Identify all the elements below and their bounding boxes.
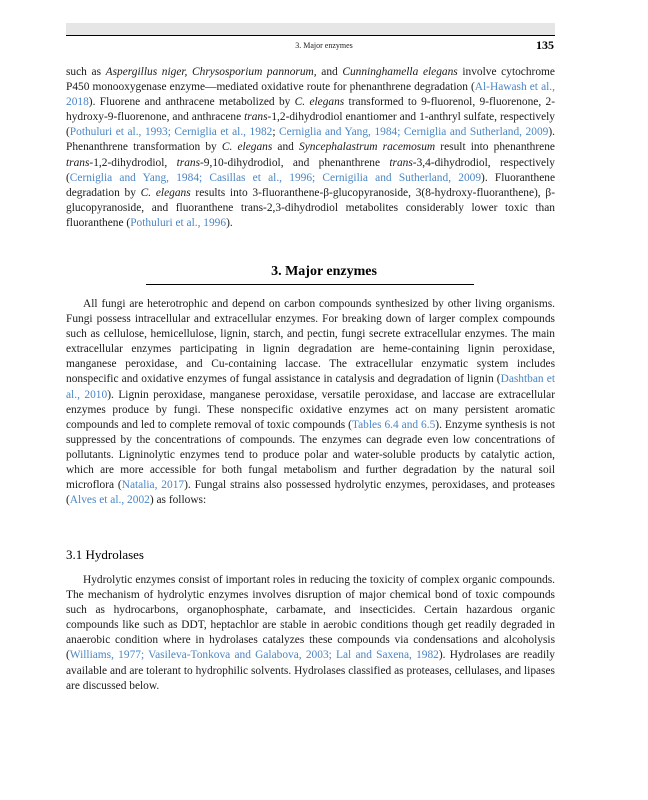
enzymes-paragraph [66,297,555,508]
citation-link[interactable]: Dashtban et al., 2010 [66,373,555,401]
intro-paragraph-text [66,65,555,231]
text-run: -9,10-dihydrodiol, and phenanthrene [200,156,390,169]
italic-term: trans [176,156,201,169]
text-run: ). Hydrolases are readily available and are tolerant to hydrophilic solvents. Hydrolases classified as proteases, cellulases, and lipases are discussed below. [66,649,556,692]
italic-term: Aspergillus niger, Chrysosporium pannorum, [105,66,317,78]
page-number: 135 [536,38,554,52]
text-run: transformed to 9-fluorenol, 9-fluorenone, 2-hydroxy-9-fluorenone, and anthracene [66,96,555,124]
text-run: results into 3-fluoranthene-β-glucopyranoside, 3(8-hydroxy-fluoranthene), β-glucopyranoside, and fluoranthene trans-2,3-dihydrodiol metabolites considerably lower toxic than fluoranthene ( [66,186,555,229]
citation-link[interactable]: Tables 6.4 and 6.5 [351,418,436,431]
text-run: ). Fluorene and anthracene metabolized by [88,96,295,109]
italic-term: Syncephalastrum racemosum [299,141,436,154]
text-run: -1,2-dihydrodiol enantiomer and 1-anthryl sulfate, respectively ( [66,111,556,139]
text-run: ). [226,216,233,229]
intro-paragraph [66,65,555,231]
text-run: All fungi are heterotrophic and depend on carbon compounds synthesized by other living organisms. Fungi possess intracellular and extracellular enzymes. For breaking down of larger complex compounds such as cellulose, hemicellulose, lignin, starch, and pectin, fungi secrete extracellular enzymes. The main extracellular enzymes participating in lignin degradation are heme-containing lignin peroxidase, manganese peroxidase, and Cu-containing laccase. The extracellular enzymatic system includes nonspecific and oxidative enzymes of fungal assistance in catalysis and degradation of lignin ( [66,298,555,386]
italic-term: C. elegans [140,186,191,199]
header-bar [66,23,555,35]
text-run: -3,4-dihydrodiol, respectively ( [66,156,555,184]
header-rule [66,35,555,36]
text-run: and [316,66,343,78]
text-run: ). Phenanthrene transformation by [66,126,555,154]
text-run: ). Enzyme synthesis is not suppressed by the concentrations of compounds. The enzymes can degrade even low concentrations of pollutants. Ligninolytic enzymes tend to produce polar and water-soluble products by catalytic action, which are more accessible for both fungal metabolism and further degradation by the natural soil microflora ( [66,418,555,492]
text-run: -1,2-dihydrodiol, [89,156,177,169]
italic-term: C. elegans [294,96,345,109]
hydrolases-paragraph-text [66,573,555,694]
section-title: 3. Major enzymes [271,264,377,279]
italic-term: C. elegans [221,141,273,154]
citation-link[interactable]: Al-Hawash et al., 2018 [66,81,555,109]
italic-term: trans [389,156,413,169]
text-run: such as [66,66,106,78]
text-run: and [272,141,300,154]
text-run: Hydrolytic enzymes consist of important roles in reducing the toxicity of complex organic compounds. The mechanism of hydrolytic enzymes involves disruption of major chemical bond of toxic compounds such as hydrocarbons, organophosphate, carbamate, and insecticides. Certain hazardous organic compounds like such as DDT, heptachlor are stable in aerobic conditions though get readily degraded in anaerobic condition where in hydrolases catalyzes these compounds via condensations and alcoholysis ( [66,574,555,662]
text-run: ). Fluoranthene degradation by [66,171,556,199]
text-run: ). Fungal strains also possessed hydrolytic enzymes, peroxidases, and proteases ( [66,479,555,507]
citation-link[interactable]: Cerniglia and Yang, 1984; Casillas et al., 1996; Cernigilia and Sutherland, 2009 [69,171,482,184]
citation-link[interactable]: Cerniglia and Yang, 1984; Cerniglia and Sutherland, 2009 [279,126,549,139]
text-run: ; [272,126,280,139]
text-run: result into phenanthrene [435,141,555,154]
subsection-title: 3.1 Hydrolases [66,547,144,562]
running-head: 3. Major enzymes [295,41,353,50]
citation-link[interactable]: Natalia, 2017 [121,479,185,492]
section-title-rule [146,284,474,285]
citation-link[interactable]: Alves et al., 2002 [69,494,150,507]
italic-term: trans [244,111,268,124]
text-run: ). Lignin peroxidase, manganese peroxidase, versatile peroxidase, and laccase are extracellular enzymes produce by fungi. These nonspecific oxidative enzymes act on many persistent aromatic compounds and led to complete removal of toxic compounds ( [66,388,555,431]
italic-term: Cunninghamella elegans [342,66,458,78]
enzymes-paragraph-text [66,297,555,508]
citation-link[interactable]: Pothuluri et al., 1996 [130,216,227,229]
text-run: ) as follows: [149,494,207,507]
italic-term: trans [66,156,90,169]
text-run: involve cytochrome P450 monooxygenase enzyme—mediated oxidative route for phenanthrene degradation ( [66,66,555,94]
hydrolases-paragraph [66,573,555,694]
citation-link[interactable]: Pothuluri et al., 1993; Cerniglia et al., 1982 [69,126,273,139]
citation-link[interactable]: Williams, 1977; Vasileva-Tonkova and Galabova, 2003; Lal and Saxena, 1982 [69,649,439,662]
